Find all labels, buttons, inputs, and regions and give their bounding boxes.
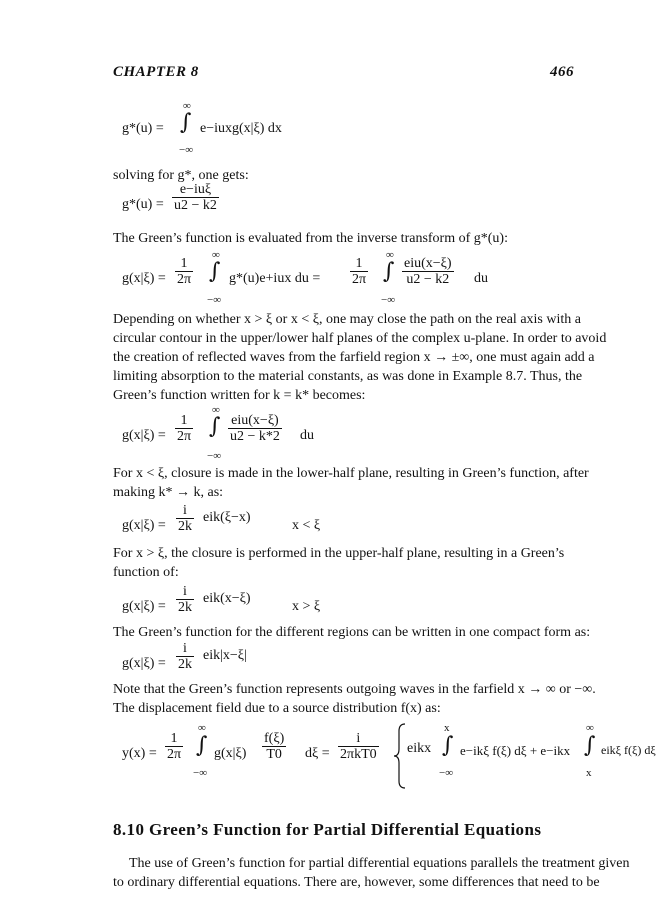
eq7-coef <box>176 641 194 672</box>
eq8-lhs: y(x) = <box>122 746 157 761</box>
eq6-coef-num: i <box>176 584 194 600</box>
eq3-coef-den: 2π <box>177 272 192 287</box>
eq3-lower-limit-2: −∞ <box>381 294 396 306</box>
page-number: 466 <box>550 64 574 80</box>
eq8-upper-limit: ∞ <box>198 722 206 734</box>
eq3-den: u2 − k2 <box>406 272 450 287</box>
eq5-lhs: g(x|ξ) = <box>122 518 166 533</box>
eq4-den: u2 − k*2 <box>230 429 280 444</box>
eq4-lhs: g(x|ξ) = <box>122 428 166 443</box>
eq8-f-over-T0 <box>262 731 286 762</box>
eq3-upper-limit-2: ∞ <box>386 249 394 261</box>
eq3-integral-sign: ∫ <box>209 259 221 284</box>
eq3-tail: du <box>474 271 488 286</box>
eq8-int2-upper: ∞ <box>586 722 594 734</box>
para-depending-l1: Depending on whether x > ξ or x < ξ, one may close the path on the real axis with a <box>113 312 581 327</box>
para-pde-l1: The use of Green’s function for partial differential equations parallels the treatment given <box>129 856 630 871</box>
para-outgoing-l2: The displacement field due to a source distribution f(x) as: <box>113 701 441 716</box>
eq5-coef-den: 2k <box>178 519 192 534</box>
eq2-lhs: g*(u) = <box>122 197 164 212</box>
para-depending-l5: Green’s function written for k = k* becomes: <box>113 388 366 403</box>
para-lower-half-l2: making k* → k, as: <box>113 485 224 500</box>
eq8-left-brace <box>393 723 407 789</box>
eq5-condition: x < ξ <box>292 518 321 533</box>
eq8-int2-lower: x <box>586 767 592 779</box>
eq8-int1-upper: x <box>444 722 450 734</box>
eq1-lhs: g*(u) = <box>122 121 164 136</box>
chapter-heading: CHAPTER 8 <box>113 64 199 80</box>
eq3-upper-limit: ∞ <box>212 249 220 261</box>
eq1-lower-limit: −∞ <box>179 144 194 156</box>
eq4-coef-den: 2π <box>177 429 192 444</box>
para-compact-form: The Green’s function for the different regions can be written in one compact form as: <box>113 625 591 640</box>
eq4-fraction <box>228 413 282 444</box>
eq7-lhs: g(x|ξ) = <box>122 656 166 671</box>
eq4-num: eiu(x−ξ) <box>228 413 282 429</box>
eq4-tail: du <box>300 428 314 443</box>
eq8-coef2-den: 2πkT0 <box>340 747 377 762</box>
eq2-denominator: u2 − k2 <box>174 198 217 213</box>
eq8-coef-den: 2π <box>167 747 182 762</box>
eq8-dxi: dξ = <box>305 746 330 761</box>
eq4-upper-limit: ∞ <box>212 404 220 416</box>
eq3-coef2-num: 1 <box>350 256 368 272</box>
eq6-condition: x > ξ <box>292 599 321 614</box>
eq8-int1-lower: −∞ <box>439 767 454 779</box>
eq3-lhs: g(x|ξ) = <box>122 271 166 286</box>
eq7-coef-num: i <box>176 641 194 657</box>
para-depending-l4: limiting absorption to the material constants, as was done in Example 8.7. Thus, the <box>113 369 583 384</box>
text-solving-for: solving for g*, one gets: <box>113 168 249 183</box>
para-upper-half-l1: For x > ξ, the closure is performed in the upper-half plane, resulting in a Green’s <box>113 546 565 561</box>
para-lower-half-l1: For x < ξ, closure is made in the lower-half plane, resulting in Green’s function, after <box>113 466 589 481</box>
eq8-lower-limit: −∞ <box>193 767 208 779</box>
eq6-exponential: eik(x−ξ) <box>203 591 251 606</box>
eq8-coef2 <box>338 731 379 762</box>
eq6-lhs: g(x|ξ) = <box>122 599 166 614</box>
eq3-coef-num: 1 <box>175 256 193 272</box>
eq5-coef <box>176 503 194 534</box>
eq8-green-function: g(x|ξ) <box>214 746 247 761</box>
eq3-coef <box>175 256 193 287</box>
eq8-f-den: T0 <box>266 747 282 762</box>
para-depending-l2: circular contour in the upper/lower half planes of the complex u-plane. In order to avoid <box>113 331 607 346</box>
eq3-lower-limit: −∞ <box>207 294 222 306</box>
eq7-coef-den: 2k <box>178 657 192 672</box>
eq8-term2: eikξ f(ξ) dξ <box>601 743 656 757</box>
eq4-coef <box>175 413 193 444</box>
eq1-upper-limit: ∞ <box>183 100 191 112</box>
para-upper-half-l2: function of: <box>113 565 179 580</box>
eq2-fraction <box>172 182 219 213</box>
eq2-numerator: e−iuξ <box>172 182 219 198</box>
eq8-int1-sign: ∫ <box>442 733 454 758</box>
eq8-coef <box>165 731 183 762</box>
eq7-exponential: eik|x−ξ| <box>203 648 247 663</box>
eq6-coef <box>176 584 194 615</box>
text-green-inverse: The Green’s function is evaluated from the inverse transform of g*(u): <box>113 231 508 246</box>
eq6-coef-den: 2k <box>178 600 192 615</box>
eq8-exp-ikx: eikx <box>407 741 432 756</box>
section-heading: 8.10 Green’s Function for Partial Differential Equations <box>113 820 542 839</box>
para-pde-l2: to ordinary differential equations. There are, however, some differences that need to be <box>113 875 600 890</box>
eq3-coef2-den: 2π <box>352 272 367 287</box>
eq1-integral-sign: ∫ <box>180 110 192 135</box>
eq5-exponential: eik(ξ−x) <box>203 510 251 525</box>
eq3-fraction <box>402 256 454 287</box>
eq3-num: eiu(x−ξ) <box>404 256 452 271</box>
eq3-coef2 <box>350 256 368 287</box>
eq4-lower-limit: −∞ <box>207 450 222 462</box>
eq8-coef-num: 1 <box>165 731 183 747</box>
eq3-integral-sign-2: ∫ <box>383 259 395 284</box>
para-depending-l3: the creation of reflected waves from the farfield region x → ±∞, one must again add a <box>113 350 595 365</box>
eq8-coef2-num: i <box>338 731 379 747</box>
eq8-term1: e−ikξ f(ξ) dξ + e−ikx <box>460 743 571 758</box>
eq1-integrand: e−iuxg(x|ξ) dx <box>200 121 282 136</box>
eq4-integral-sign: ∫ <box>209 414 221 439</box>
eq4-coef-num: 1 <box>175 413 193 429</box>
eq8-f-num: f(ξ) <box>264 731 285 746</box>
para-outgoing-l1: Note that the Green’s function represents outgoing waves in the farfield x → ∞ or −∞. <box>113 682 596 697</box>
eq8-int2-sign: ∫ <box>584 733 596 758</box>
eq8-integral-sign: ∫ <box>196 733 208 758</box>
eq5-coef-num: i <box>176 503 194 519</box>
eq3-integrand: g*(u)e+iux du = <box>229 271 321 286</box>
